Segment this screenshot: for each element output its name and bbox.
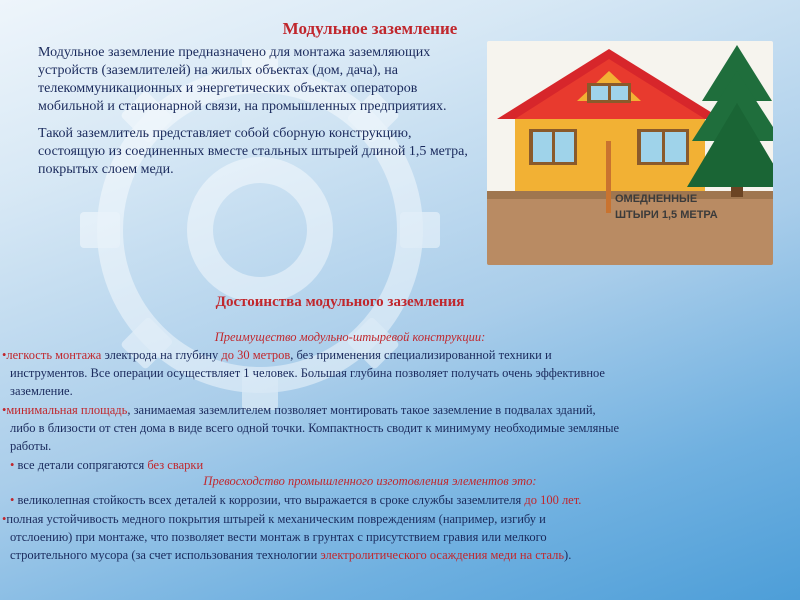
advantage-item-1 [2, 346, 772, 400]
item-text: великолепная стойкость всех деталей к коррозии, что выражается в сроке службы заземлителя [14, 493, 525, 507]
item-text: , занимаемая заземлителем позволяет монтировать такое заземление в подвалах зданий, [127, 403, 596, 417]
item-text-line-2: инструментов. Все операции осуществляет 1 человек. Большая глубина позволяет получать очень эффективное [10, 366, 605, 380]
item-text-line-2: отслоению) при монтаже, что позволяет вести монтаж в грунтах с присутствием гравия или мелкого [10, 530, 547, 544]
item-text: , без применения специализированной техники и [290, 348, 552, 362]
bullet-icon: • [10, 493, 15, 507]
item-text: все детали сопрягаются [14, 458, 148, 472]
highlight-text: электролитического осаждения меди на сталь [320, 548, 565, 562]
highlight-text: до 100 лет. [524, 493, 582, 507]
highlight-text: минимальная площадь [6, 403, 128, 417]
advantages-title: Достоинства модульного заземления [215, 294, 465, 310]
intro-paragraph-2: Такой заземлитель представляет собой сборную конструкцию, состоящую из соединенных вместе стальных штырей длиной 1,5 метра, покрытых слоем меди. [38, 126, 468, 177]
highlight-text: легкость монтажа [6, 348, 102, 362]
item-text-line-2: либо в близости от стен дома в виде всего одной точки. Компактность сводит к минимуму необходимые земляные [10, 421, 620, 435]
illustration-label-line-1: ОМЕДНЕННЫЕ [615, 193, 698, 205]
advantage-item-2 [2, 401, 772, 455]
item-text: строительного мусора (за счет использования технологии [10, 548, 321, 562]
highlight-text: без сварки [147, 458, 204, 472]
advantages-subtitle-1: Преимущество модульно-штыревой конструкции: [214, 330, 486, 344]
item-text: электрода на глубину [101, 348, 222, 362]
item-text-line-3: работы. [10, 439, 52, 453]
item-text-line-3 [2, 546, 772, 564]
highlight-text: до 30 метров [221, 348, 291, 362]
intro-text [38, 44, 478, 188]
house-illustration-icon [487, 41, 773, 265]
illustration-label [615, 191, 765, 223]
advantages-subtitle-2: Превосходство промышленного изготовления элементов это: [203, 474, 537, 488]
advantage-item-3 [2, 456, 780, 474]
advantage-item-4 [2, 491, 780, 509]
bullet-icon: • [2, 348, 7, 362]
item-text-line-3: заземление. [10, 384, 73, 398]
slide-title: Модульное заземление [282, 19, 458, 38]
intro-paragraph-1: Модульное заземление предназначено для монтажа заземляющих устройств (заземлителей) на жилых объектах (дом, дача), на телекоммуникационных и энергетических объектах операторов мобильной и стационарной связи, на промышленных предприятиях. [38, 45, 447, 114]
item-text: ). [564, 548, 572, 562]
illustration-label-line-2: ШТЫРИ 1,5 МЕТРА [615, 209, 718, 221]
advantage-item-5 [2, 510, 772, 564]
bullet-icon: • [10, 458, 15, 472]
house-grounding-illustration [487, 41, 773, 265]
bullet-icon: • [2, 403, 7, 417]
bullet-icon: • [2, 512, 7, 526]
item-text: полная устойчивость медного покрытия штырей к механическим повреждениям (например, изгибу и [6, 512, 546, 526]
